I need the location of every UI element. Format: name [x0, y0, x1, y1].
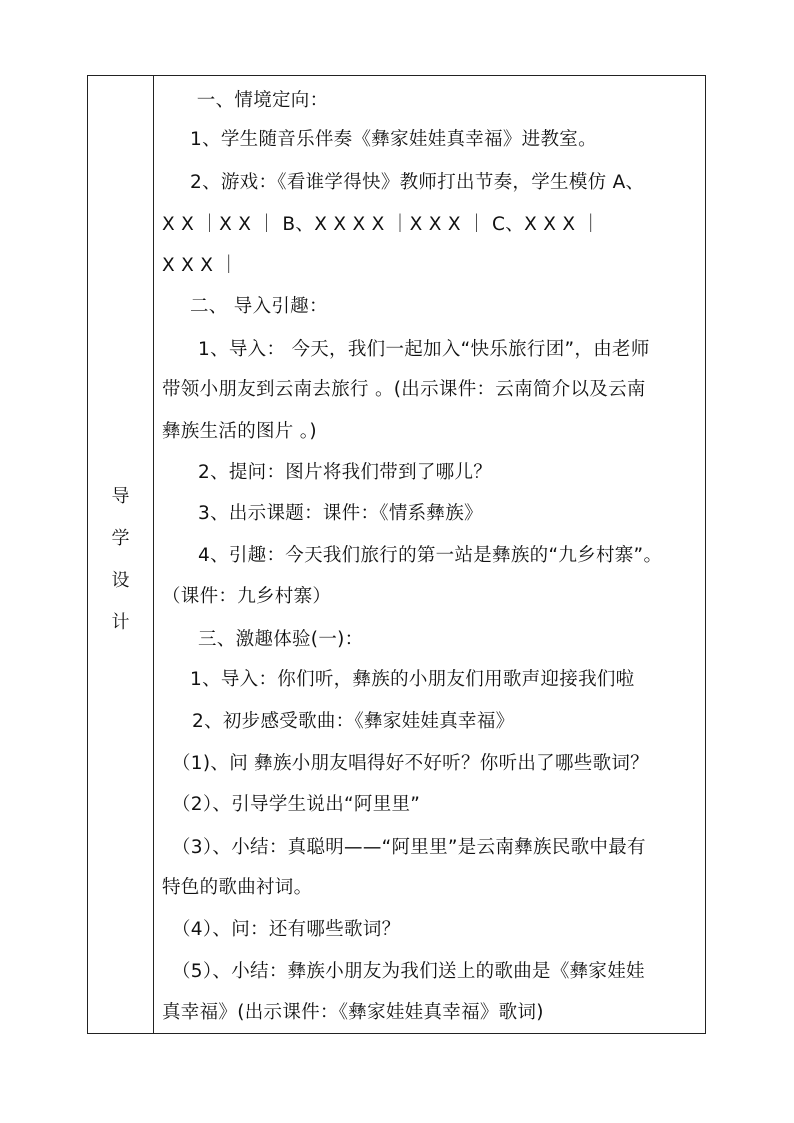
- content-line: X X ｜X X ｜ B、X X X X ｜X X X ｜ C、X X X ｜: [162, 214, 601, 235]
- section-label-char: 计: [111, 612, 130, 633]
- content-line: 特色的歌曲衬词。: [162, 877, 313, 898]
- section-label-char: 导: [111, 486, 130, 507]
- content-line: 二、 导入引趣：: [190, 296, 328, 317]
- content-line: 4、引趣：今天我们旅行的第一站是彝族的“九乡村寨”。: [198, 545, 663, 566]
- content-line: X X X ｜: [162, 255, 239, 276]
- content-line: （4）、问：还有哪些歌词？: [172, 919, 401, 940]
- content-line: 彝族生活的图片 。): [162, 421, 317, 442]
- content-line: 一、情境定向：: [178, 90, 329, 111]
- section-label-char: 设: [111, 570, 130, 591]
- content-line: 2、游戏：《看谁学得快》教师打出节奏，学生模仿 A、: [190, 172, 645, 193]
- content-line: 带领小朋友到云南去旅行 。(出示课件：云南简介以及云南: [162, 379, 646, 400]
- section-label-char: 学: [111, 528, 130, 549]
- content-cell: [154, 76, 705, 1033]
- lesson-table: [87, 75, 706, 1034]
- content-line: 三、激趣体验(一)：: [198, 629, 364, 650]
- content-line: 1、导入：你们听，彝族的小朋友们用歌声迎接我们啦: [190, 669, 635, 690]
- content-line: （5）、小结：彝族小朋友为我们送上的歌曲是《彝家娃娃: [172, 961, 645, 982]
- content-line: 1、学生随音乐伴奏《彝家娃娃真幸福》进教室。: [190, 129, 597, 150]
- content-line: 2、初步感受歌曲：《彝家娃娃真幸福》: [192, 711, 515, 732]
- content-line: 1、导入： 今天，我们一起加入“快乐旅行团”，由老师: [198, 339, 650, 360]
- content-line: （课件：九乡村寨）: [162, 586, 332, 607]
- section-label-cell: [88, 76, 154, 1033]
- section-label: [88, 476, 153, 644]
- content-line: 2、提问：图片将我们带到了哪儿？: [198, 462, 493, 483]
- content-line: 真幸福》(出示课件：《彝家娃娃真幸福》歌词): [162, 1002, 544, 1023]
- content-line: （3）、小结：真聪明——“阿里里”是云南彝族民歌中最有: [172, 837, 646, 858]
- content-line: （2）、引导学生说出“阿里里”: [172, 794, 421, 815]
- content-line: （1)、问 彝族小朋友唱得好不好听？你听出了哪些歌词？: [172, 753, 649, 774]
- content-line: 3、出示课题：课件：《情系彝族》: [198, 503, 483, 524]
